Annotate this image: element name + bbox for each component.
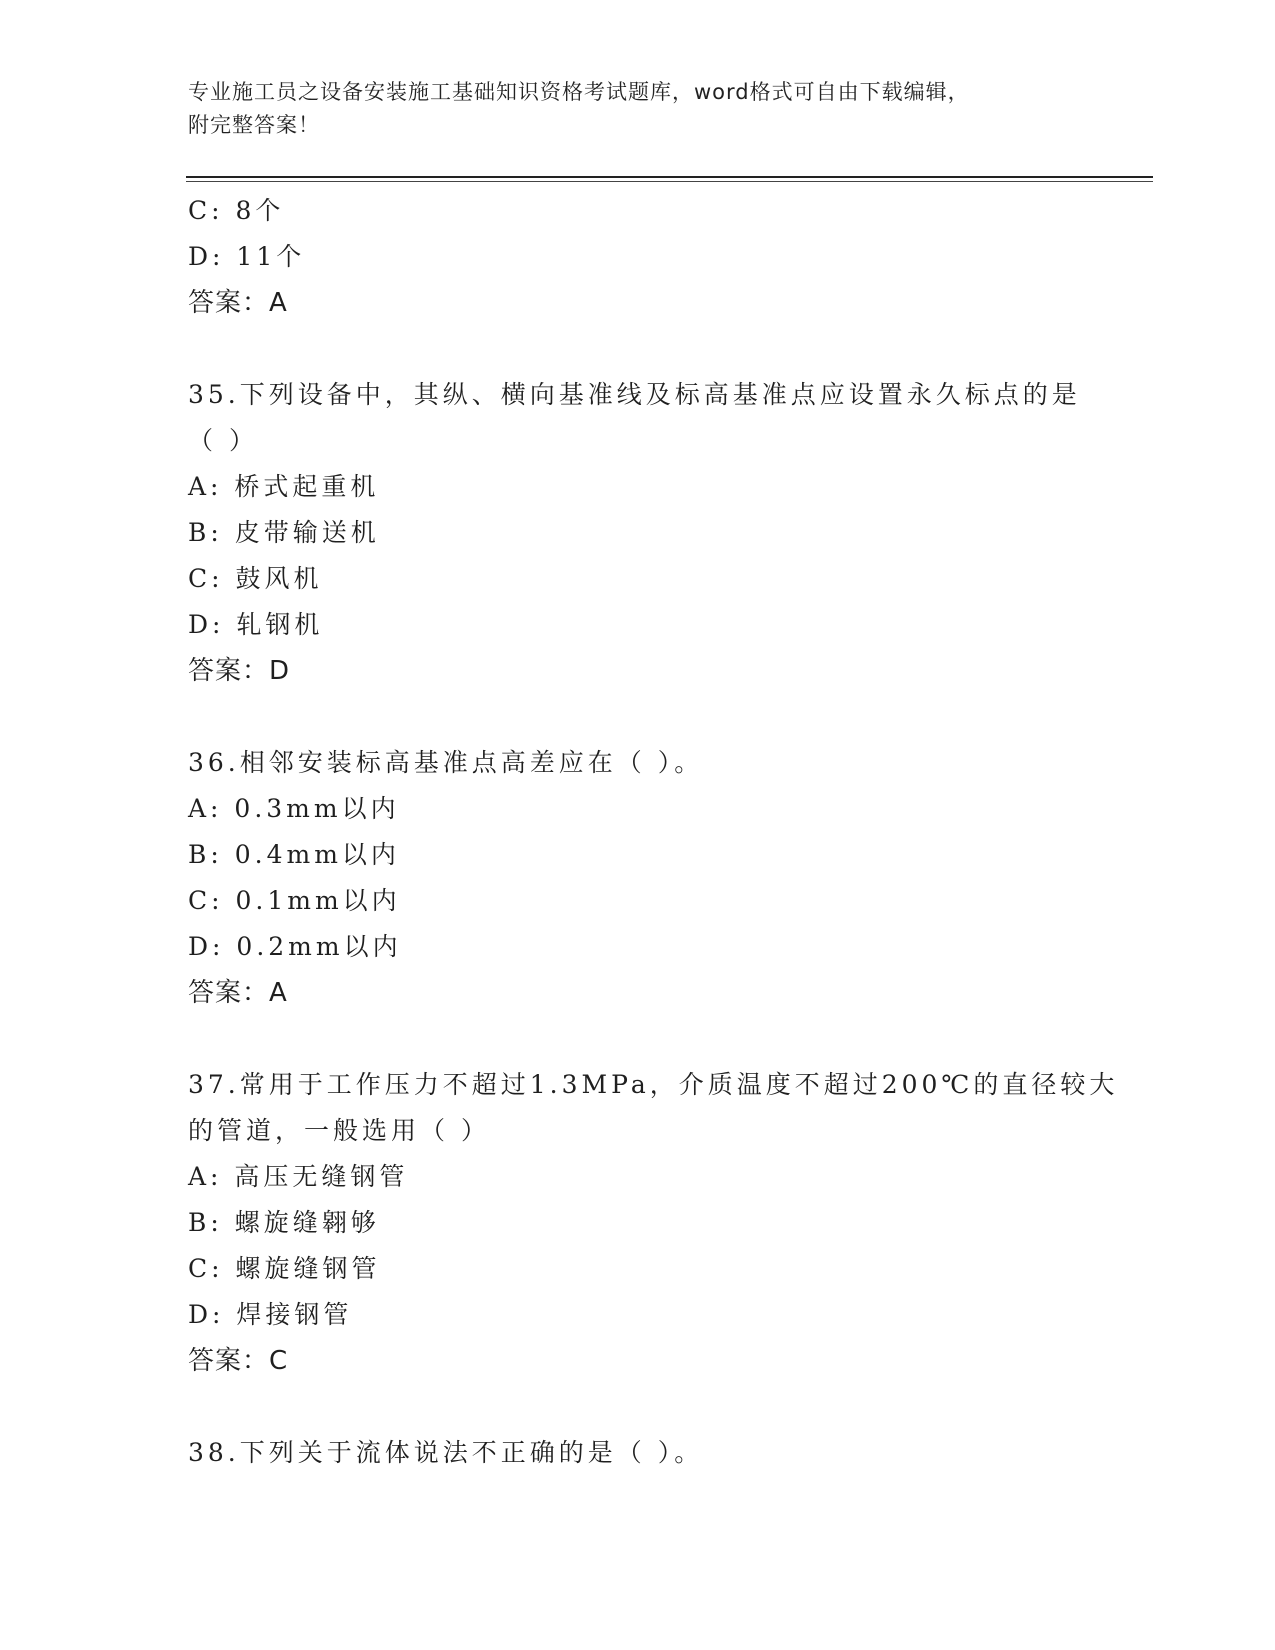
option-b: B: 螺旋缝翱够 [188, 1208, 380, 1237]
header-divider-thin [186, 181, 1153, 182]
spacer [188, 694, 1088, 740]
document-header [188, 76, 1088, 142]
answer: 答案：D [188, 656, 291, 686]
option-a: A: 桥式起重机 [188, 472, 380, 501]
option-d: D: 11个 [188, 242, 306, 271]
spacer [188, 1384, 1088, 1430]
question-stem: 38.下列关于流体说法不正确的是（ ）。 [188, 1438, 704, 1467]
option-c: C: 0.1mm以内 [188, 886, 401, 915]
option-d: D: 轧钢机 [188, 610, 324, 639]
question-34-tail [188, 188, 1088, 326]
option-b: B: 0.4mm以内 [188, 840, 400, 869]
option-c: C: 螺旋缝钢管 [188, 1254, 381, 1283]
question-37 [188, 1062, 1119, 1384]
header-line-2: 附完整答案！ [188, 113, 320, 137]
header-divider-thick [186, 176, 1153, 178]
question-stem-line-2: （ ） [188, 426, 258, 455]
spacer [188, 326, 1088, 372]
answer: 答案：A [188, 978, 288, 1008]
spacer [188, 1016, 1088, 1062]
question-35 [188, 372, 1088, 694]
option-a: A: 0.3mm以内 [188, 794, 400, 823]
question-stem-line-2: 的管道，一般选用（ ） [188, 1116, 490, 1145]
option-c: C: 8个 [188, 196, 285, 225]
option-a: A: 高压无缝钢管 [188, 1162, 409, 1191]
header-line-1: 专业施工员之设备安装施工基础知识资格考试题库，word格式可自由下载编辑， [188, 80, 970, 104]
option-c: C: 鼓风机 [188, 564, 323, 593]
question-stem-line-1: 37.常用于工作压力不超过1.3MPa，介质温度不超过200℃的直径较大 [188, 1070, 1119, 1099]
option-d: D: 0.2mm以内 [188, 932, 402, 961]
question-stem: 36.相邻安装标高基准点高差应在（ ）。 [188, 748, 704, 777]
question-list [188, 188, 1119, 1476]
answer: 答案：C [188, 1346, 289, 1376]
question-stem-line-1: 35.下列设备中，其纵、横向基准线及标高基准点应设置永久标点的是 [188, 380, 1081, 409]
question-36 [188, 740, 1088, 1016]
question-38 [188, 1430, 1088, 1476]
option-b: B: 皮带输送机 [188, 518, 380, 547]
answer: 答案：A [188, 288, 288, 318]
option-d: D: 焊接钢管 [188, 1300, 353, 1329]
